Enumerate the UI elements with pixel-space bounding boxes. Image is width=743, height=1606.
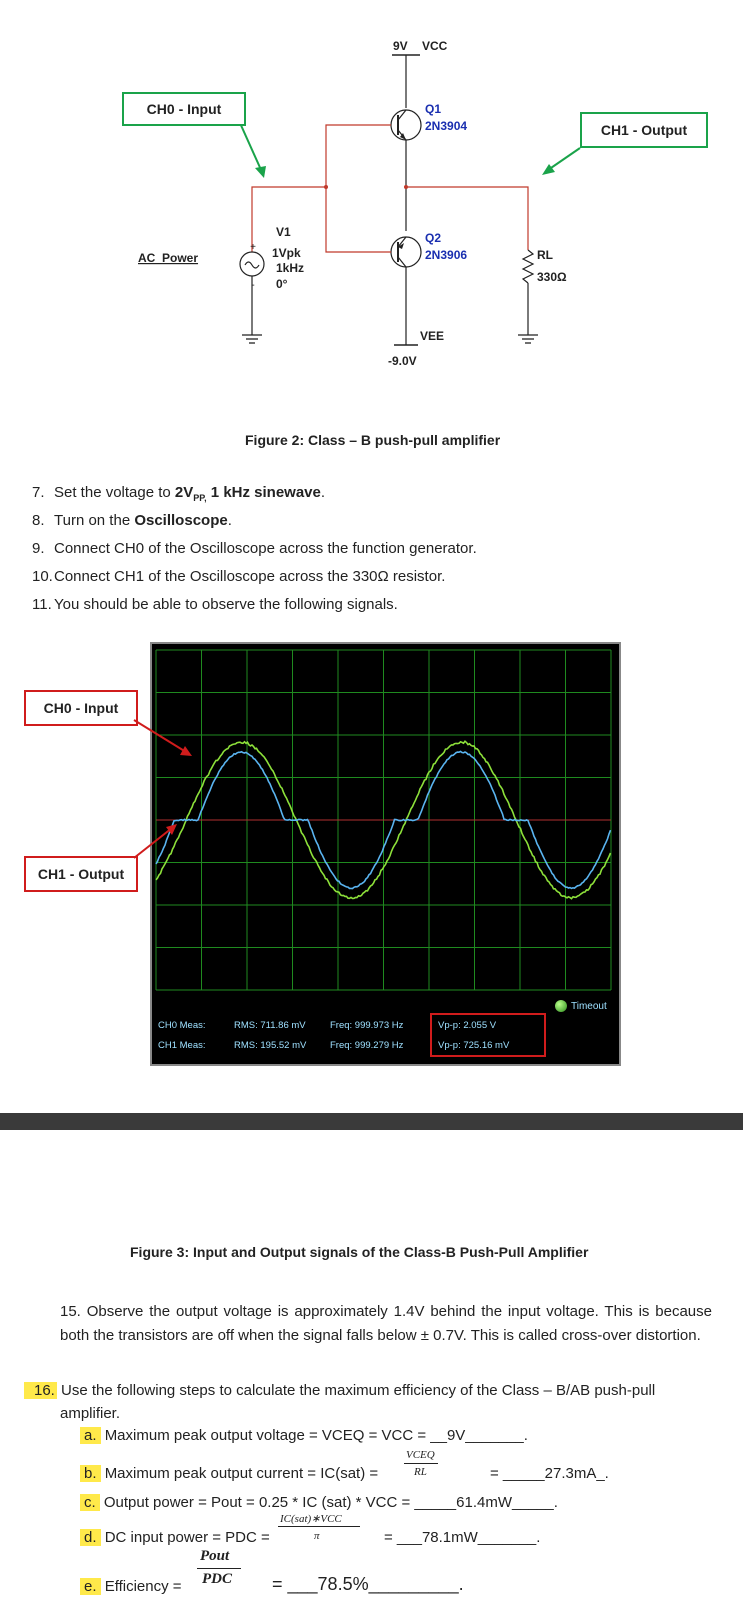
rl-name: RL — [537, 248, 553, 262]
step-16-text: Use the following steps to calculate the maximum efficiency of the Class – B/AB push-pull — [61, 1382, 656, 1399]
ch1-rms: RMS: 195.52 mV — [234, 1040, 307, 1051]
figure2-caption: Figure 2: Class – B push-pull amplifier — [245, 432, 501, 448]
step-16b-label: Maximum peak output current = IC(sat) = — [104, 1465, 379, 1482]
instruction-item-8: 8. Turn on the Oscilloscope. — [32, 512, 232, 529]
vcc-voltage: 9V — [393, 39, 408, 53]
svg-text:+: + — [250, 242, 256, 253]
step-16e: e. Efficiency = — [80, 1578, 182, 1595]
step-16d: d. DC input power = PDC = — [80, 1529, 270, 1546]
instruction-item-7: 7. Set the voltage to $2V_{PP,}$ 1 kHz sinewave. — [32, 484, 326, 503]
ch1-meas-label: CH1 Meas: — [158, 1040, 206, 1051]
vee-voltage: -9.0V — [388, 354, 417, 368]
instruction-item-9: 9. Connect CH0 of the Oscilloscope across the function generator. — [32, 540, 477, 557]
vee-label: VEE — [420, 329, 445, 343]
instruction-item-11: 11. You should be able to observe the following signals. — [32, 596, 398, 613]
rl-value: 330Ω — [537, 270, 567, 284]
svg-text:-: - — [251, 280, 255, 291]
v1-phase: 0° — [276, 277, 288, 291]
step-16d-label: DC input power = PDC = — [104, 1529, 270, 1546]
ch0-freq: Freq: 999.973 Hz — [330, 1020, 404, 1031]
step-16b-frac-line — [404, 1463, 438, 1464]
q1-name: Q1 — [425, 102, 442, 116]
ch0-input-scope-label: CH0 - Input — [43, 700, 119, 716]
ch1-output-label: CH1 - Output — [600, 122, 688, 138]
v1-amplitude: 1Vpk — [272, 246, 301, 260]
step-16d-frac-bottom: π — [314, 1530, 320, 1542]
step-16-number: 16. — [24, 1382, 57, 1399]
source-label: AC_Power — [138, 251, 199, 265]
section-divider — [0, 1113, 743, 1130]
step-16-line2: amplifier. — [60, 1405, 121, 1422]
step-16b-frac-bottom: RL — [414, 1466, 427, 1478]
q2-name: Q2 — [425, 231, 442, 245]
ch0-vpp: Vp-p: 2.055 V — [438, 1020, 497, 1031]
step-16d-frac-line — [278, 1526, 360, 1527]
v1-frequency: 1kHz — [276, 261, 305, 275]
step-16a-label: Maximum peak output voltage = VCEQ = VCC = — [104, 1427, 431, 1444]
step-16b: b. Maximum peak output current = IC(sat) = — [80, 1465, 378, 1482]
step-15-text: 15. Observe the output voltage is approximately 1.4V behind the input voltage. This is because both the transistors are off when the signal falls below ± 0.7V. This is called cross-over distortion. — [60, 1303, 712, 1344]
step-16e-label: Efficiency = — [104, 1578, 182, 1595]
step-16a: a. Maximum peak output voltage = VCEQ = VCC = __9V_______. — [80, 1427, 528, 1444]
instruction-item-10: 10.Connect CH1 of the Oscilloscope across the 330Ω resistor. — [32, 568, 446, 585]
step-16a-answer: __9V_______. — [430, 1427, 528, 1444]
step-16-line1 — [24, 1382, 655, 1399]
ch1-output-scope-label: CH1 - Output — [37, 866, 125, 882]
figure3-caption: Figure 3: Input and Output signals of the Class-B Push-Pull Amplifier — [130, 1244, 589, 1260]
q2-part: 2N3906 — [425, 248, 468, 262]
step-16d-answer: = ___78.1mW_______. — [384, 1529, 541, 1546]
ch1-vpp: Vp-p: 725.16 mV — [438, 1040, 510, 1051]
ch0-input-label: CH0 - Input — [146, 101, 222, 117]
step-16c: c. Output power = Pout = 0.25 * IC (sat) * VCC = _____61.4mW_____. — [80, 1494, 558, 1511]
step-16e-frac-line — [197, 1568, 241, 1569]
ch0-meas-label: CH0 Meas: — [158, 1020, 206, 1031]
ch1-freq: Freq: 999.279 Hz — [330, 1040, 404, 1051]
step-16c-answer: _____61.4mW_____. — [414, 1494, 558, 1511]
step-16e-frac-bottom: PDC — [202, 1571, 232, 1587]
step-16d-frac-top: IC(sat)∗VCC — [280, 1513, 342, 1525]
q1-part: 2N3904 — [425, 119, 468, 133]
ch0-rms: RMS: 711.86 mV — [234, 1020, 306, 1031]
step-16c-label: Output power = Pout = 0.25 * IC (sat) * VCC = — [103, 1494, 415, 1511]
vcc-label: VCC — [422, 39, 448, 53]
v1-name: V1 — [276, 225, 291, 239]
step-16b-frac-top: VCEQ — [406, 1449, 435, 1461]
step-16b-answer: = _____27.3mA_. — [490, 1465, 609, 1482]
step-16e-answer: = ___78.5%_________. — [272, 1574, 464, 1594]
timeout-label: Timeout — [571, 1000, 607, 1012]
step-16e-frac-top: Pout — [200, 1548, 230, 1564]
